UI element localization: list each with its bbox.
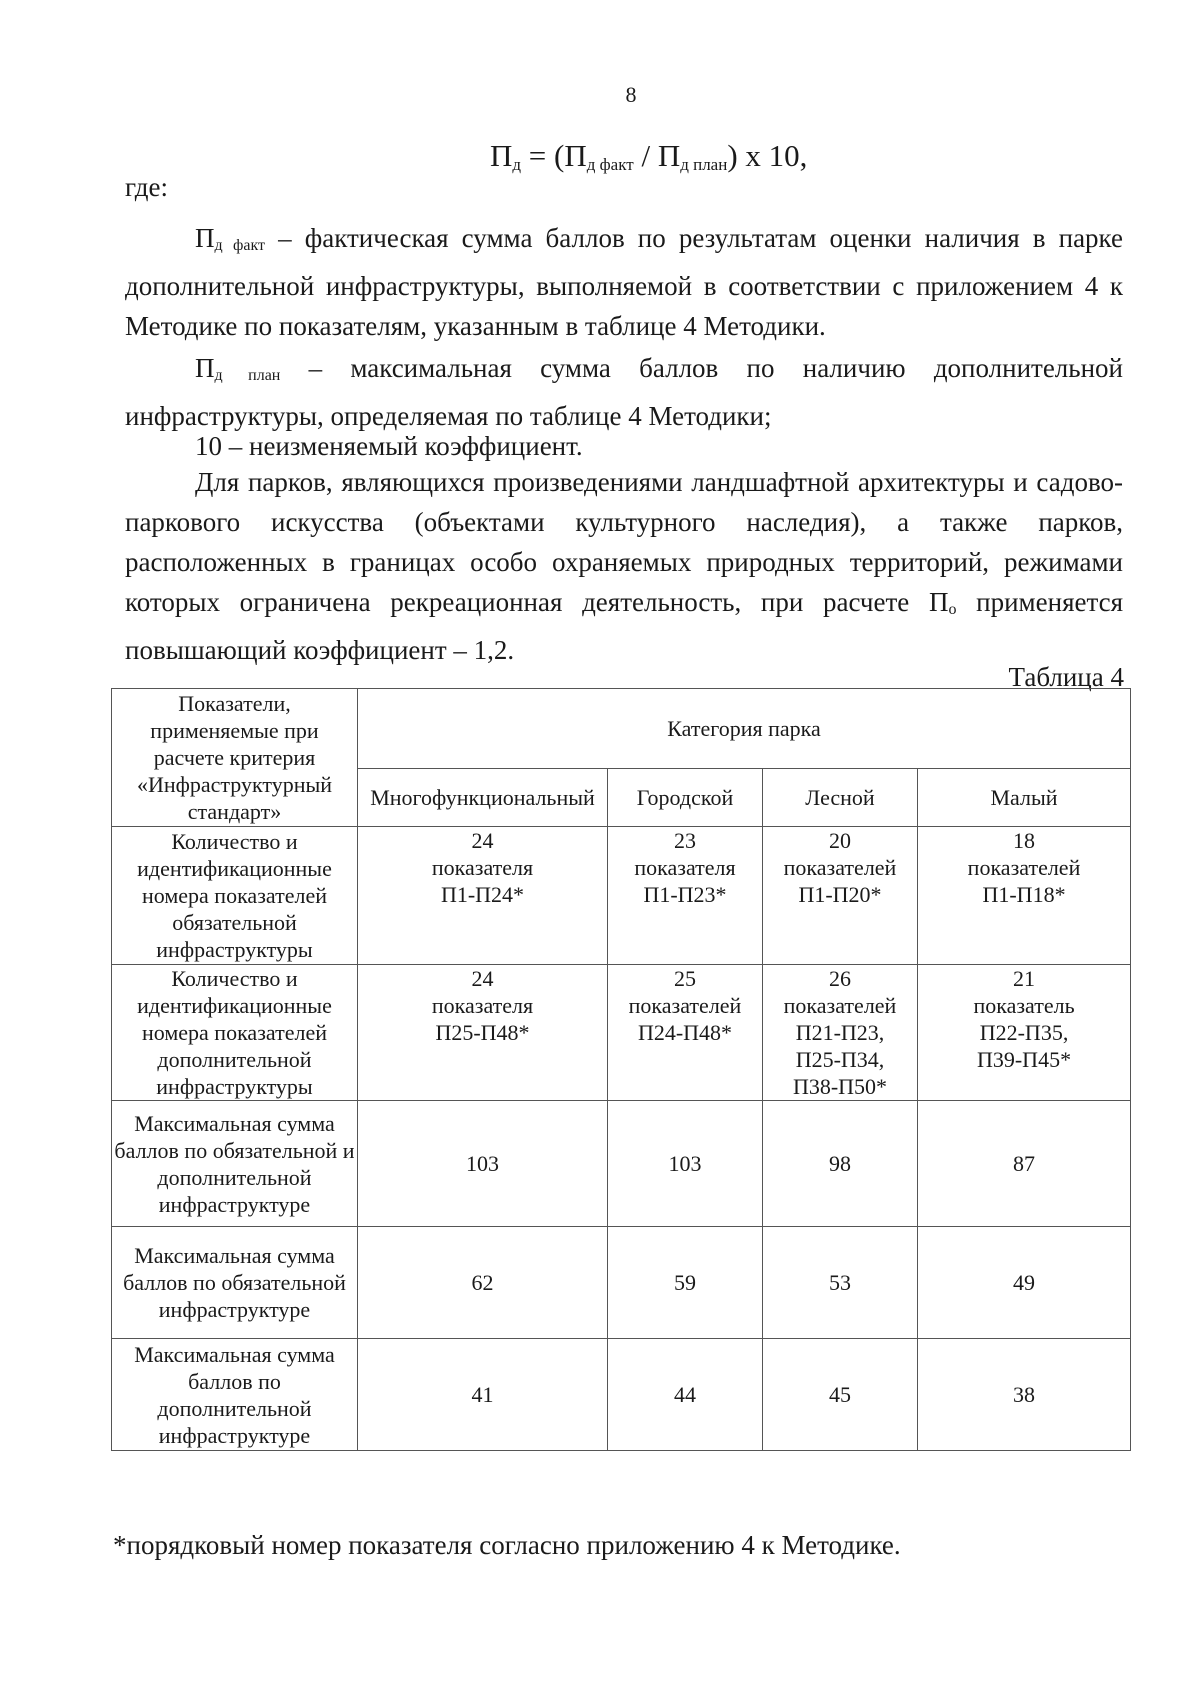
- row-label: Количество и идентификационные номера показателей обязательной инфраструктуры: [112, 827, 358, 965]
- cell-line: 26: [829, 966, 851, 991]
- cell-line: показатель: [973, 993, 1075, 1018]
- row-label: Количество и идентификационные номера показателей дополнительной инфраструктуры: [112, 965, 358, 1101]
- cell-line: 38: [1013, 1382, 1036, 1407]
- table-body: [112, 689, 1131, 1451]
- cell-line: показателей: [628, 993, 742, 1018]
- table-cell: [358, 1101, 608, 1227]
- table-row: [112, 827, 1131, 965]
- cell-line: 49: [1013, 1270, 1036, 1295]
- row-label: Максимальная сумма баллов по обязательной инфраструктуре: [112, 1227, 358, 1339]
- cell-line: 44: [674, 1382, 696, 1407]
- table-cell: [763, 1101, 918, 1227]
- cell-line: П21-П23,: [795, 1020, 885, 1045]
- header-column: Малый: [918, 769, 1131, 827]
- cell-line: 18: [1013, 828, 1036, 853]
- header-park-category: Категория парка: [358, 689, 1131, 769]
- header-column: Лесной: [763, 769, 918, 827]
- cell-line: П1-П18*: [982, 882, 1066, 907]
- cell-line: показателей: [783, 855, 897, 880]
- table-cell: [358, 965, 608, 1101]
- cell-line: 23: [674, 828, 696, 853]
- cell-line: 87: [1013, 1151, 1036, 1176]
- cell-line: 62: [471, 1270, 494, 1295]
- cell-line: П1-П24*: [440, 882, 525, 907]
- table-cell: [918, 1339, 1131, 1451]
- table-cell: [763, 1339, 918, 1451]
- where-label: где:: [125, 172, 168, 202]
- table-row: [112, 1339, 1131, 1451]
- cell-line: 103: [466, 1151, 499, 1176]
- cell-line: П25-П48*: [435, 1020, 530, 1045]
- page-number: 8: [625, 82, 637, 107]
- table-row: [112, 1227, 1131, 1339]
- cell-line: показателя: [431, 855, 534, 880]
- cell-line: показателей: [783, 993, 897, 1018]
- cell-line: 24: [471, 828, 494, 853]
- table-cell: [608, 827, 763, 965]
- table-cell: [918, 965, 1131, 1101]
- table-cell: [358, 827, 608, 965]
- table-cell: [358, 1339, 608, 1451]
- definition-coefficient: 10 – неизменяемый коэффициент.: [195, 431, 583, 461]
- cell-line: 59: [674, 1270, 696, 1295]
- row-label: Максимальная сумма баллов по дополнительной инфраструктуре: [112, 1339, 358, 1451]
- table-cell: [608, 1339, 763, 1451]
- cell-line: 98: [829, 1151, 851, 1176]
- cell-line: 103: [668, 1151, 702, 1176]
- header-column: Многофункциональный: [358, 769, 608, 827]
- cell-line: П25-П34,: [795, 1047, 885, 1072]
- table-cell: [763, 965, 918, 1101]
- table-cell: [608, 965, 763, 1101]
- cell-line: 20: [829, 828, 851, 853]
- cell-line: П1-П20*: [798, 882, 882, 907]
- table-caption: Таблица 4: [1008, 662, 1124, 692]
- table-cell: [608, 1101, 763, 1227]
- cell-line: показателя: [431, 993, 534, 1018]
- table-row: [112, 1101, 1131, 1227]
- row-label: Максимальная сумма баллов по обязательной и дополнительной инфраструктуре: [112, 1101, 358, 1227]
- table-cell: [608, 1227, 763, 1339]
- cell-line: 41: [471, 1382, 494, 1407]
- cell-line: 21: [1013, 966, 1036, 991]
- table-row: [112, 965, 1131, 1101]
- definition-fact: $П_{д факт}$ – фактическая сумма баллов по результатам оценки наличия в парке дополнительной инфраструктуры, выполняемой в соответствии с приложением 4 к Методике по показателям, указанным в таблице 4 Методики.: [125, 223, 1123, 341]
- header-indicators: Показатели, применяемые при расчете критерия «Инфраструктурный стандарт»: [112, 689, 358, 827]
- cell-line: П38-П50*: [792, 1074, 888, 1099]
- cell-line: 25: [674, 966, 696, 991]
- definition-plan: $П_{д план}$ – максимальная сумма баллов по наличию дополнительной инфраструктуры, определяемая по таблице 4 Методики;: [125, 353, 1123, 431]
- footnote: *порядковый номер показателя согласно приложению 4 к Методике.: [113, 1530, 901, 1560]
- table-cell: [918, 1101, 1131, 1227]
- table-cell: [918, 1227, 1131, 1339]
- table-cell: [358, 1227, 608, 1339]
- cell-line: П22-П35,: [979, 1020, 1069, 1045]
- header-column: Городской: [608, 769, 763, 827]
- table-cell: [918, 827, 1131, 965]
- cell-line: П24-П48*: [637, 1020, 733, 1045]
- cell-line: П39-П45*: [976, 1047, 1072, 1072]
- paragraph-heritage-parks: Для парков, являющихся произведениями ландшафтной архитектуры и садово-паркового искусства (объектами культурного наследия), а также парков, расположенных в границах особо охраняемых природных территорий, режимами которых ограничена рекреационная деятельность, при расчете $П_о$ применяется повышающий коэффициент – 1,2.: [125, 467, 1124, 665]
- cell-line: 45: [829, 1382, 851, 1407]
- cell-line: показателя: [634, 855, 736, 880]
- cell-line: 53: [829, 1270, 851, 1295]
- cell-line: показателей: [967, 855, 1081, 880]
- table-cell: [763, 1227, 918, 1339]
- cell-line: 24: [471, 966, 494, 991]
- table-header-row: [112, 689, 1131, 769]
- table-cell: [763, 827, 918, 965]
- infrastructure-table: [111, 688, 1131, 1451]
- formula: $П_д = (П_{д факт} / П_{д план})$ х 10,: [490, 138, 808, 174]
- cell-line: П1-П23*: [643, 882, 727, 907]
